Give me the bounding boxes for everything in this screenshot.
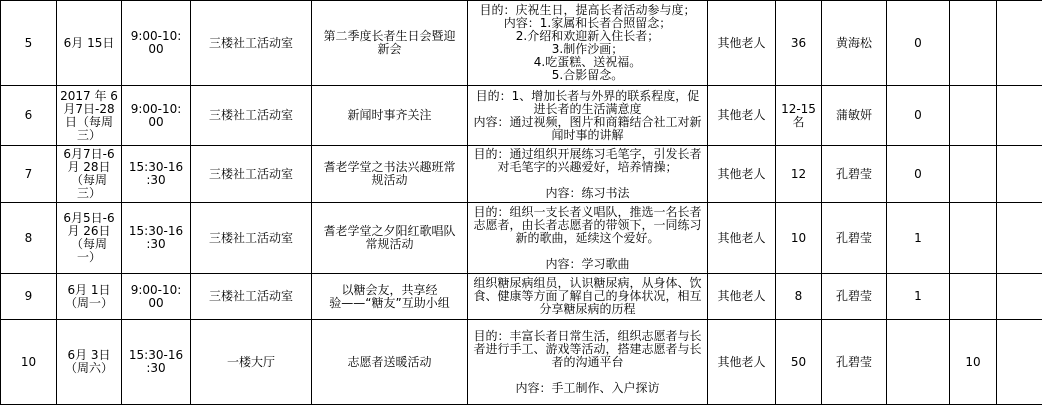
description-cell — [468, 146, 708, 203]
title-line: 规活动 — [371, 173, 408, 187]
target-cell: 其他老人 — [708, 274, 776, 320]
table-row — [1, 274, 1042, 320]
date-line: （周六） — [64, 361, 113, 375]
count-cell: 8 — [776, 274, 822, 320]
description-line: 内容：练习书法 — [545, 186, 630, 200]
title-line: 验——“糖友”互助小组 — [329, 295, 450, 310]
date-line: 日（每周 — [64, 114, 113, 129]
time-line: :30 — [146, 361, 166, 375]
table-row — [1, 146, 1042, 203]
title-line: 新会 — [377, 42, 402, 56]
staff-cell: 蒲敏妍 — [822, 86, 887, 146]
date-cell — [57, 203, 122, 274]
title-cell — [312, 146, 468, 203]
title-line: 耆老学堂之书法兴趣班常 — [323, 160, 456, 174]
empty-cell — [997, 203, 1042, 274]
empty-cell — [997, 320, 1042, 405]
date-line: 2017 年 6 — [60, 88, 118, 103]
description-line: 食、健康等方面了解自己的身体状况，相互 — [473, 289, 702, 303]
date-cell — [57, 274, 122, 320]
row-number: 8 — [1, 203, 57, 274]
time-line: 9:00-10: — [130, 282, 182, 297]
description-line: 新的歌曲，延续这个爱好。 — [515, 230, 660, 245]
title-cell — [312, 1, 468, 86]
time-cell — [122, 86, 191, 146]
date-line: 三） — [76, 186, 101, 200]
title-cell — [312, 320, 468, 405]
date-cell — [57, 1, 122, 86]
row-number: 7 — [1, 146, 57, 203]
value-cell — [950, 86, 997, 146]
date-line: 一） — [76, 250, 101, 264]
description-line: 组织糖尿病组员，认识糖尿病，从身体、饮 — [473, 276, 702, 290]
description-line: 者进行手工、游戏等活动，搭建志愿者与长 — [473, 341, 702, 356]
time-line: 00 — [148, 114, 164, 129]
staff-cell: 孔碧莹 — [822, 203, 887, 274]
date-line: 6月5日-6 — [63, 211, 115, 225]
date-line: 月 28日 — [67, 160, 111, 174]
table-row — [1, 320, 1042, 405]
count-cell: 36 — [776, 1, 822, 86]
time-cell — [122, 203, 191, 274]
empty-cell — [997, 274, 1042, 320]
description-cell — [468, 203, 708, 274]
date-line: 6月 15日 — [63, 35, 115, 50]
time-line: 15:30-16 — [128, 348, 184, 362]
time-cell — [122, 274, 191, 320]
value-cell: 0 — [887, 146, 950, 203]
date-line: 月7日-28 — [63, 101, 115, 116]
value-cell: 1 — [887, 203, 950, 274]
table-row — [1, 203, 1042, 274]
empty-cell — [997, 86, 1042, 146]
description-line: 目的：1、增加长者与外界的联系程度，促 — [475, 88, 700, 103]
row-number: 10 — [1, 320, 57, 405]
time-line: :30 — [146, 237, 166, 251]
description-line: 者的沟通平台 — [551, 354, 624, 369]
row-number: 6 — [1, 86, 57, 146]
title-line: 志愿者送暖活动 — [347, 354, 432, 369]
description-cell — [468, 1, 708, 86]
empty-cell — [997, 1, 1042, 86]
date-line: 月 26日 — [67, 224, 111, 238]
date-line: 三） — [76, 127, 101, 142]
description-line: 内容：手工制作、入户探访 — [515, 380, 660, 395]
description-line: 目的：庆祝生日，提高长者活动参与度； — [479, 3, 696, 17]
description-cell — [468, 86, 708, 146]
title-cell — [312, 274, 468, 320]
description-line: 对毛笔字的兴趣爱好，培养情操； — [497, 160, 678, 174]
description-line: 志愿者，由长者志愿者的带领下，一同练习 — [473, 217, 702, 232]
date-line: （周一） — [64, 295, 113, 310]
value-cell — [950, 1, 997, 86]
date-line: 6月 1日 — [67, 282, 111, 297]
time-line: :30 — [146, 173, 166, 187]
time-cell — [122, 320, 191, 405]
venue-cell: 三楼社工活动室 — [191, 146, 312, 203]
table-row — [1, 1, 1042, 86]
staff-cell: 孔碧莹 — [822, 274, 887, 320]
target-cell: 其他老人 — [708, 86, 776, 146]
time-line: 00 — [148, 42, 164, 56]
date-line: （每周 — [70, 173, 107, 187]
value-cell: 1 — [887, 274, 950, 320]
row-number: 9 — [1, 274, 57, 320]
description-spacer — [472, 245, 703, 258]
staff-cell: 孔碧莹 — [822, 146, 887, 203]
description-line: 内容：学习歌曲 — [545, 256, 630, 271]
description-spacer — [472, 369, 703, 382]
date-cell — [57, 146, 122, 203]
value-cell: 10 — [950, 320, 997, 405]
time-cell — [122, 1, 191, 86]
date-cell — [57, 320, 122, 405]
value-cell: 0 — [887, 86, 950, 146]
time-line: 15:30-16 — [128, 160, 184, 174]
description-line: 进长者的生活满意度 — [533, 101, 642, 116]
count-cell: 12-15 名 — [776, 86, 822, 146]
count-cell: 50 — [776, 320, 822, 405]
value-cell — [887, 320, 950, 405]
venue-cell: 一楼大厅 — [191, 320, 312, 405]
title-line: 新闻时事齐关注 — [347, 108, 432, 122]
venue-cell: 三楼社工活动室 — [191, 86, 312, 146]
time-line: 00 — [148, 295, 164, 310]
description-line: 目的：通过组织开展练习毛笔字，引发长者 — [473, 147, 702, 161]
description-line: 5.合影留念。 — [551, 68, 624, 82]
date-cell — [57, 86, 122, 146]
title-cell — [312, 86, 468, 146]
row-number: 5 — [1, 1, 57, 86]
title-line: 常规活动 — [365, 237, 414, 251]
time-line: 9:00-10: — [130, 29, 182, 43]
description-line: 3.制作沙画； — [551, 42, 624, 56]
venue-cell: 三楼社工活动室 — [191, 274, 312, 320]
target-cell: 其他老人 — [708, 1, 776, 86]
count-cell: 10 — [776, 203, 822, 274]
target-cell: 其他老人 — [708, 320, 776, 405]
description-line: 内容：1.家属和长者合照留念； — [503, 16, 672, 30]
table-row — [1, 86, 1042, 146]
value-cell: 0 — [887, 1, 950, 86]
staff-cell: 孔碧莹 — [822, 320, 887, 405]
date-line: （每周 — [70, 237, 107, 251]
description-line: 目的：组织一支长者义唱队，推选一名长者 — [473, 204, 702, 219]
description-line: 目的：丰富长者日常生活，组织志愿者与长 — [473, 328, 702, 343]
count-cell: 12 — [776, 146, 822, 203]
venue-cell: 三楼社工活动室 — [191, 1, 312, 86]
date-line: 6月7日-6 — [63, 147, 115, 161]
title-cell — [312, 203, 468, 274]
target-cell: 其他老人 — [708, 146, 776, 203]
description-cell — [468, 320, 708, 405]
venue-cell: 三楼社工活动室 — [191, 203, 312, 274]
target-cell: 其他老人 — [708, 203, 776, 274]
time-line: 9:00-10: — [130, 101, 182, 116]
description-line: 分享糖尿病的历程 — [539, 302, 636, 316]
staff-cell: 黄海松 — [822, 1, 887, 86]
value-cell — [950, 274, 997, 320]
description-line: 内容：通过视频，图片和商籍结合社工对新 — [473, 114, 702, 129]
description-line: 2.介绍和欢迎新入住长者； — [515, 29, 660, 43]
description-line: 闻时事的讲解 — [551, 127, 624, 142]
date-line: 6月 3日 — [67, 348, 111, 362]
title-line: 以糖会友，共享经 — [341, 282, 438, 297]
value-cell — [950, 146, 997, 203]
time-cell — [122, 146, 191, 203]
title-line: 第二季度长者生日会暨迎 — [323, 29, 456, 43]
description-cell — [468, 274, 708, 320]
empty-cell — [997, 146, 1042, 203]
title-line: 耆老学堂之夕阳红歌唱队 — [323, 224, 456, 238]
time-line: 15:30-16 — [128, 224, 184, 238]
description-line: 4.吃蛋糕、送祝福。 — [533, 55, 642, 69]
value-cell — [950, 203, 997, 274]
